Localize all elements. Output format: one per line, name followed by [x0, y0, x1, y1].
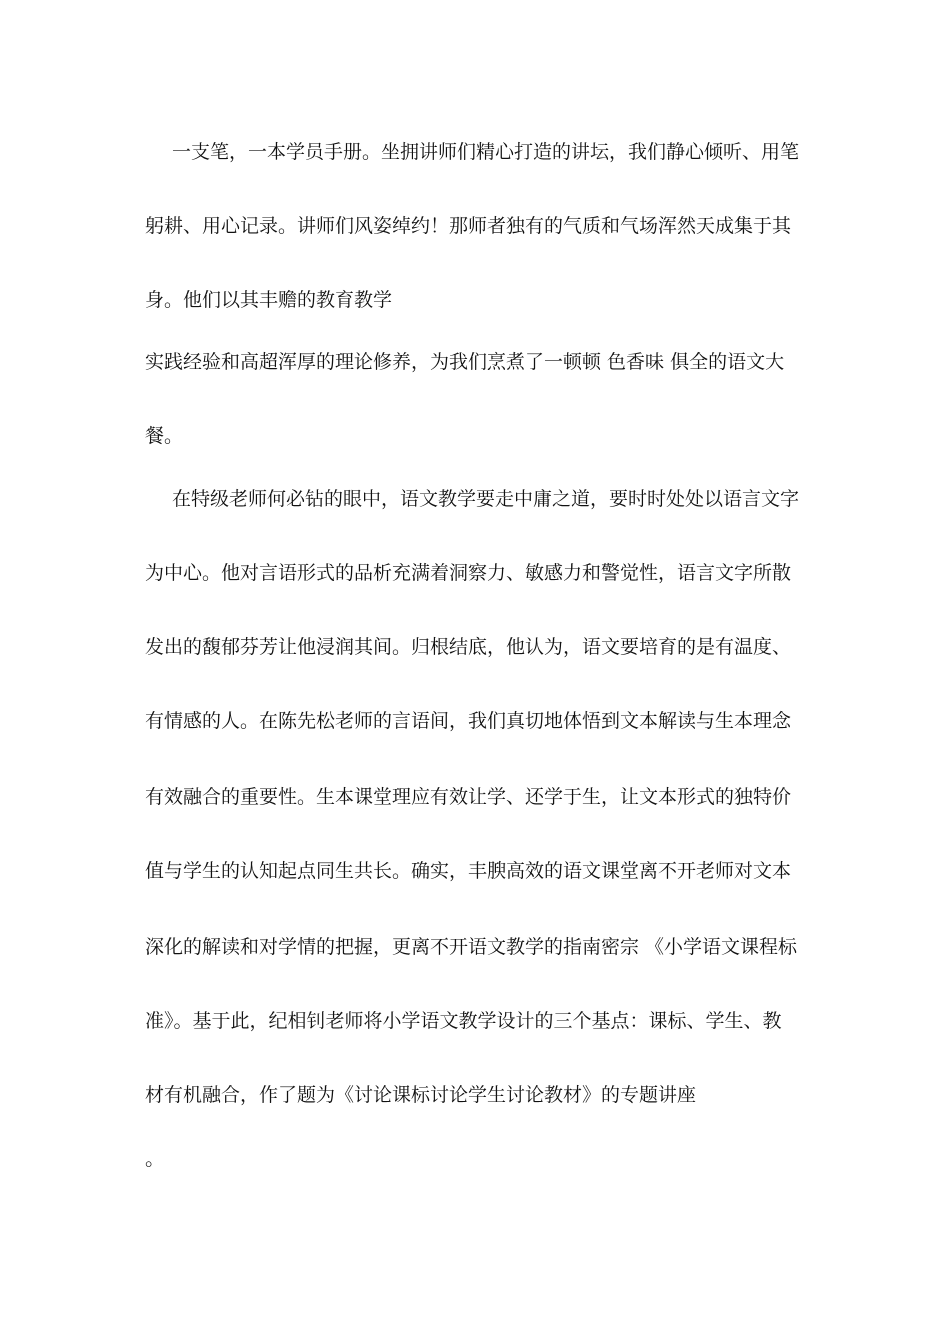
- paragraph-1-line-5: 餐。: [145, 425, 184, 447]
- paragraph-1-line-4: 实践经验和高超浑厚的理论修养，为我们烹煮了一顿顿 色香味 俱全的语文大: [145, 351, 785, 373]
- paragraph-2-line-2: 为中心。他对言语形式的品析充满着洞察力、敏感力和警觉性，语言文字所散: [145, 562, 792, 584]
- paragraph-2-line-9: 材有机融合，作了题为《讨论课标讨论学生讨论教材》的专题讲座: [145, 1084, 697, 1106]
- paragraph-2-line-8: 准》。基于此，纪相钊老师将小学语文教学设计的三个基点：课标、学生、教: [145, 1010, 782, 1032]
- paragraph-1-line-1: 一支笔，一本学员手册。坐拥讲师们精心打造的讲坛，我们静心倾听、用笔: [172, 141, 800, 163]
- paragraph-2-line-7: 深化的解读和对学情的把握，更离不开语文教学的指南密宗 《小学语文课程标: [145, 936, 798, 958]
- paragraph-1-line-2: 躬耕、用心记录。讲师们风姿绰约！那师者独有的气质和气场浑然天成集于其: [145, 215, 792, 237]
- paragraph-1-line-3: 身。他们以其丰赡的教育教学: [145, 289, 393, 311]
- paragraph-2-line-1: 在特级老师何必钻的眼中，语文教学要走中庸之道，要时时处处以语言文字: [172, 488, 800, 510]
- paragraph-2-line-5: 有效融合的重要性。生本课堂理应有效让学、还学于生，让文本形式的独特价: [145, 786, 792, 808]
- paragraph-2-line-10: 。: [145, 1146, 165, 1170]
- paragraph-2-line-6: 值与学生的认知起点同生共长。确实，丰腴高效的语文课堂离不开老师对文本: [145, 860, 792, 882]
- paragraph-2-line-3: 发出的馥郁芬芳让他浸润其间。归根结底，他认为，语文要培育的是有温度、: [145, 636, 792, 658]
- paragraph-2-line-4: 有情感的人。在陈先松老师的言语间，我们真切地体悟到文本解读与生本理念: [145, 710, 792, 732]
